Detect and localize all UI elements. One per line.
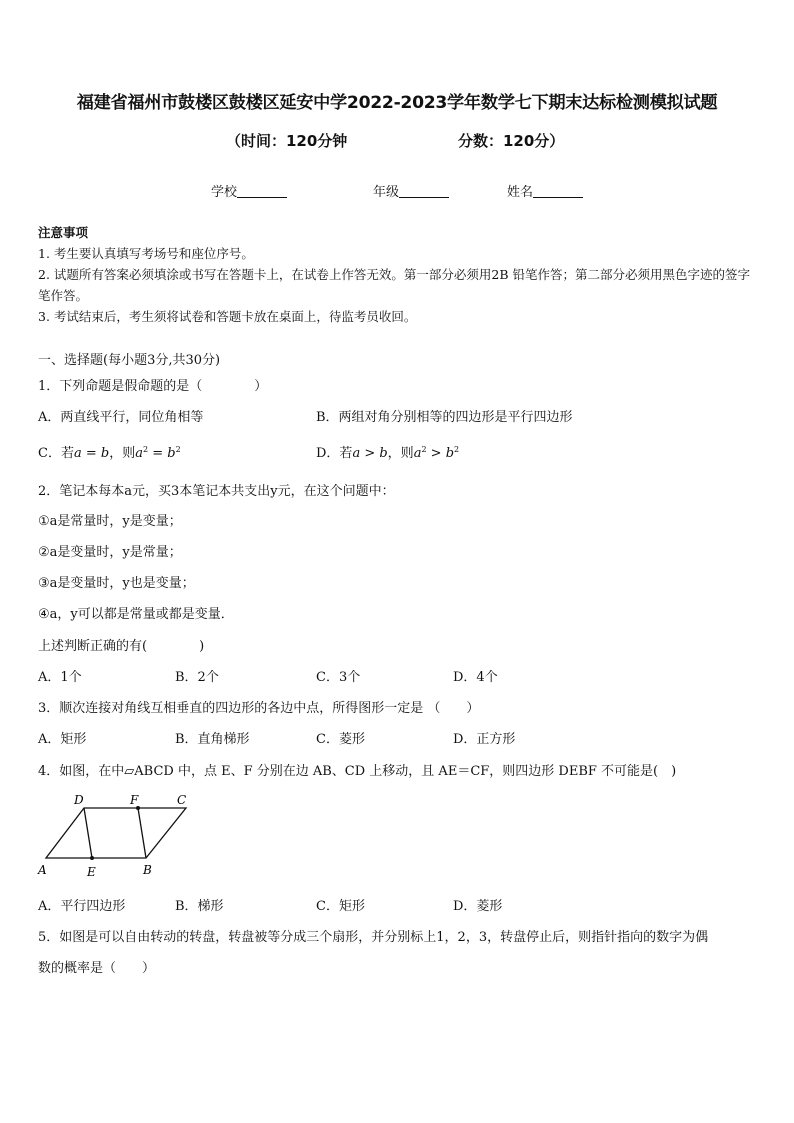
q1-d-cond: a > b [352, 446, 388, 461]
q2-option-c: C．3个 [316, 670, 361, 685]
q1-c-cond: a = b [73, 446, 110, 461]
q2-statement-3: ③a是变量时，y也是变量； [38, 576, 195, 591]
section-heading: 一、选择题(每小题3分,共30分) [38, 353, 221, 368]
q4-option-a: A．平行四边形 [38, 899, 126, 914]
notes-block [38, 222, 758, 327]
q1-option-c [38, 442, 181, 461]
q5-stem-line2: 数的概率是（ ） [38, 961, 156, 976]
school-label: 学校 [211, 185, 238, 200]
q3-option-b: B．直角梯形 [175, 732, 250, 747]
label-d: D [74, 793, 84, 807]
q1-d-res-op: > [426, 446, 446, 461]
label-f: F [130, 793, 139, 807]
notes-item: 3. 考试结束后，考生须将试卷和答题卡放在桌面上，待监考员收回。 [38, 309, 417, 324]
exam-score: 分数：120分） [458, 132, 565, 150]
point-e [90, 856, 94, 860]
q1-d-prefix: D．若 [316, 446, 353, 461]
q1-c-exp-b: 2 [175, 445, 181, 454]
q3-option-a: A．矩形 [38, 732, 87, 747]
notes-item: 1. 考生要认真填写考场号和座位序号。 [38, 246, 254, 261]
q4-option-c: C．矩形 [316, 899, 365, 914]
segment-fb [138, 808, 146, 858]
exam-time: （时间：120分钟 [226, 132, 348, 150]
q1-c-prefix: C．若 [38, 446, 74, 461]
q1-c-exp-a: 2 [142, 445, 149, 454]
school-blank [237, 184, 287, 198]
q3-stem: 3．顺次连接对角线互相垂直的四边形的各边中点，所得图形一定是 （ ） [38, 701, 480, 716]
name-blank [533, 184, 583, 198]
q1-d-mid: ，则 [387, 446, 414, 461]
q2-statement-4: ④a，y可以都是常量或都是变量． [38, 607, 234, 622]
q1-stem: 1．下列命题是假命题的是（ ） [38, 379, 268, 394]
q2-option-b: B．2个 [175, 670, 219, 685]
q1-d-exp-a: 2 [421, 445, 427, 454]
q1-d-res-a: a [413, 446, 422, 461]
q1-c-res-op: = [148, 446, 168, 461]
q3-option-c: C．菱形 [316, 732, 365, 747]
q4-option-b: B．梯形 [175, 899, 224, 914]
label-c: C [177, 793, 187, 807]
label-b: B [143, 863, 152, 877]
parallelogram-abcd [46, 808, 186, 858]
q1-option-a: A．两直线平行，同位角相等 [38, 410, 204, 425]
grade-blank [399, 184, 449, 198]
q2-ask: 上述判断正确的有( ) [38, 639, 205, 654]
q5-stem-line1: 5．如图是可以自由转动的转盘，转盘被等分成三个扇形，并分别标上1，2，3，转盘停止后，则指针指向的数字为偶 [38, 930, 709, 945]
q1-option-d [316, 442, 459, 461]
parallelogram-figure [34, 790, 194, 882]
q4-stem: 4．如图，在中▱ABCD 中，点 E、F 分别在边 AB、CD 上移动，且 AE＝CF，则四边形 DEBF 不可能是( ) [38, 764, 677, 779]
notes-heading: 注意事项 [38, 225, 89, 240]
q3-option-d: D．正方形 [453, 732, 516, 747]
q2-option-d: D．4个 [453, 670, 498, 685]
segment-de [84, 808, 92, 858]
label-a: A [38, 863, 47, 877]
q1-c-res-a: a [135, 446, 143, 461]
label-e: E [87, 865, 96, 879]
q1-option-b: B．两组对角分别相等的四边形是平行四边形 [316, 410, 573, 425]
q1-c-mid: ，则 [109, 446, 136, 461]
name-field [507, 181, 583, 200]
exam-title: 福建省福州市鼓楼区鼓楼区延安中学2022-2023学年数学七下期末达标检测模拟试题 [76, 93, 718, 113]
q1-d-exp-b: 2 [454, 445, 460, 454]
name-label: 姓名 [507, 185, 534, 200]
q2-statement-2: ②a是变量时，y是常量； [38, 545, 182, 560]
q4-option-d: D．菱形 [453, 899, 503, 914]
q2-stem: 2．笔记本每本a元，买3本笔记本共支出y元，在这个问题中： [38, 484, 395, 499]
notes-item: 2. 试题所有答案必须填涂或书写在答题卡上，在试卷上作答无效。第一部分必须用2B 铅笔作答；第二部分必须用黑色字迹的签字笔作答。 [38, 267, 751, 303]
school-field [211, 181, 287, 200]
grade-label: 年级 [373, 185, 400, 200]
grade-field [373, 181, 449, 200]
q2-option-a: A．1个 [38, 670, 82, 685]
q1-d-res-b: b [445, 446, 455, 461]
q2-statement-1: ①a是常量时，y是变量； [38, 514, 182, 529]
q1-c-res-b: b [167, 446, 176, 461]
